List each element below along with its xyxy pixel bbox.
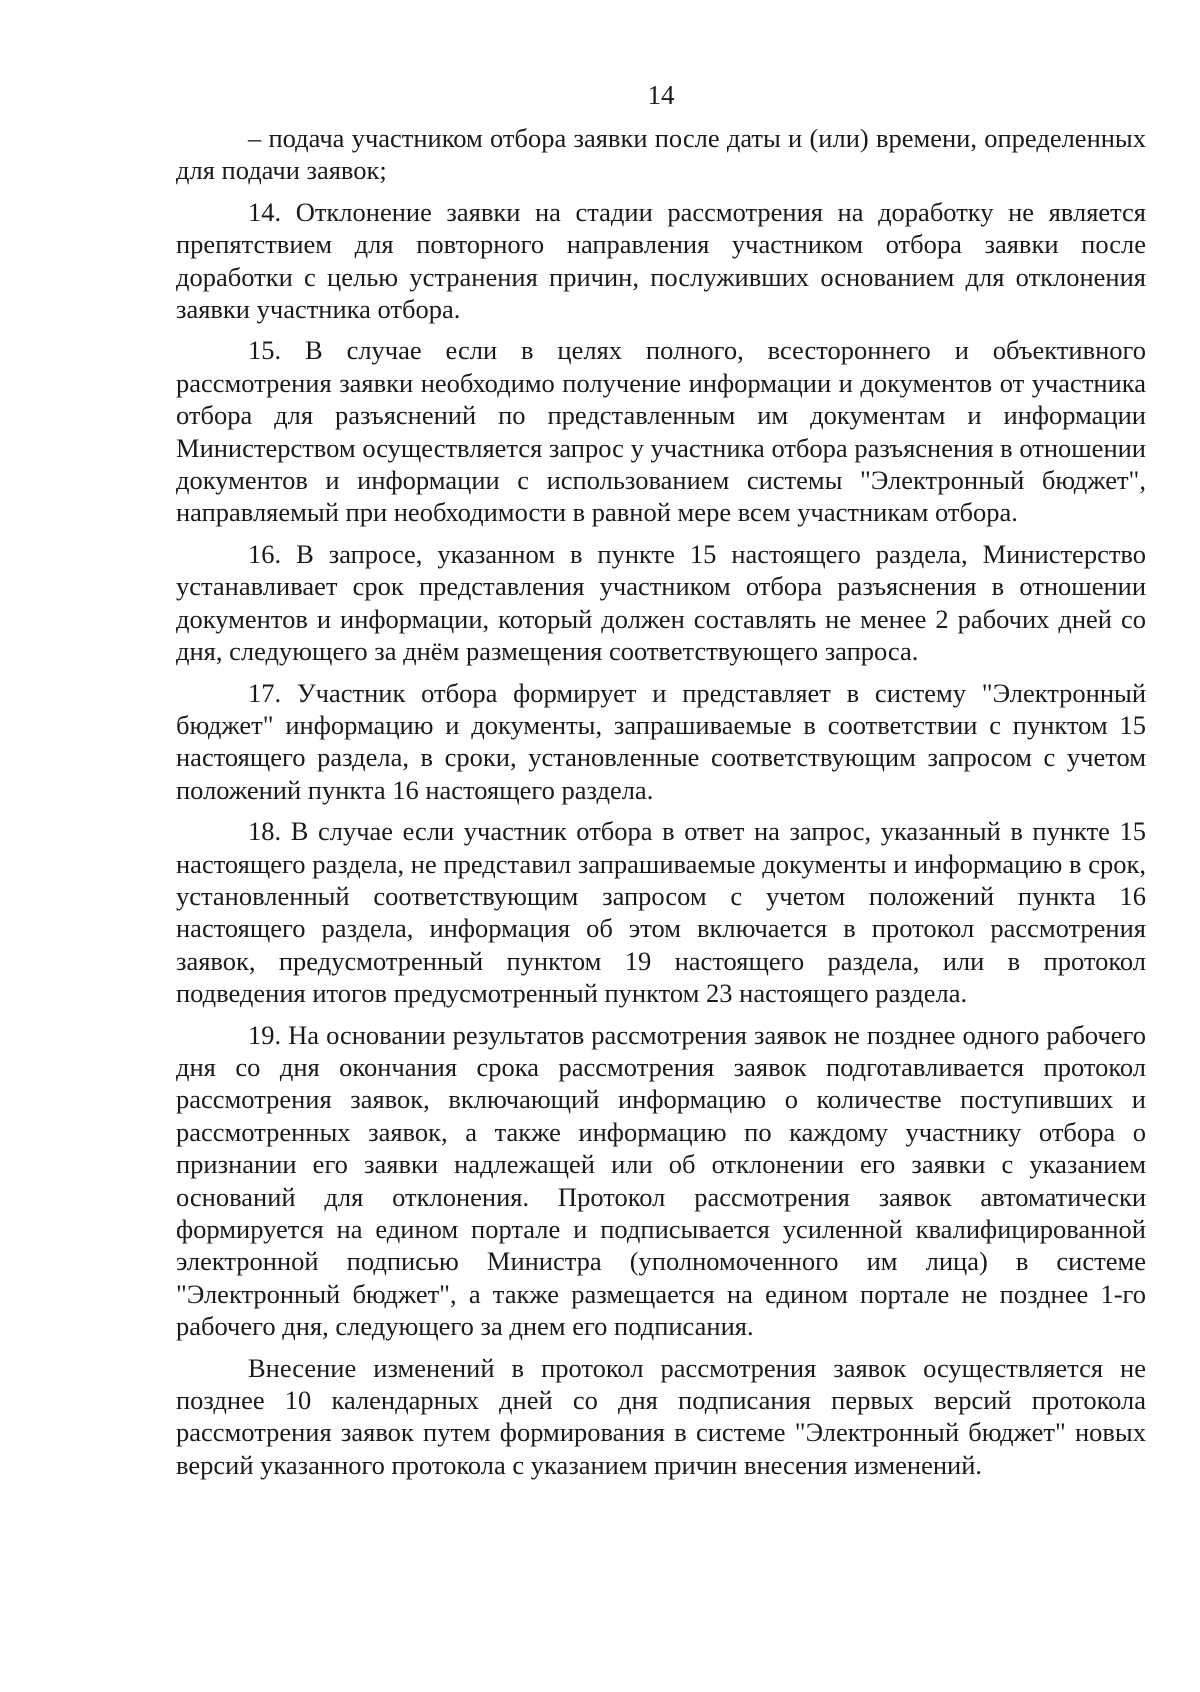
paragraph-18: 18. В случае если участник отбора в ответ на запрос, указанный в пункте 15 настоящего раздела, не представил запрашиваемые документы и информацию в срок, установленный соответствующим запросом с учетом положений пункта 16 настоящего раздела, информация об этом включается в протокол рассмотрения заявок, предусмотренный пунктом 19 настоящего раздела, или в протокол подведения итогов предусмотренный пунктом 23 настоящего раздела. [176,816,1146,1009]
paragraph-17: 17. Участник отбора формирует и представляет в систему "Электронный бюджет" информацию и документы, запрашиваемые в соответствии с пунктом 15 настоящего раздела, в сроки, установленные соответствующим запросом с учетом положений пункта 16 настоящего раздела. [176,677,1146,805]
paragraph-19: 19. На основании результатов рассмотрения заявок не позднее одного рабочего дня со дня окончания срока рассмотрения заявок подготавливается протокол рассмотрения заявок, включающий информацию о количестве поступивших и рассмотренных заявок, а также информацию по каждому участнику отбора о признании его заявки надлежащей или об отклонении его заявки с указанием оснований для отклонения. Протокол рассмотрения заявок автоматически формируется на едином портале и подписывается усиленной квалифицированной электронной подписью Министра (уполномоченного им лица) в системе "Электронный бюджет", а также размещается на едином портале не позднее 1-го рабочего дня, следующего за днем его подписания. [176,1019,1146,1342]
page-number: 14 [647,80,675,110]
paragraph-19-amendments: Внесение изменений в протокол рассмотрения заявок осуществляется не позднее 10 календарных дней со дня подписания первых версий протокола рассмотрения заявок путем формирования в системе "Электронный бюджет" новых версий указанного протокола с указанием причин внесения изменений. [176,1352,1146,1480]
paragraph-15: 15. В случае если в целях полного, всестороннего и объективного рассмотрения заявки необходимо получение информации и документов от участника отбора для разъяснений по представленным им документам и информации Министерством осуществляется запрос у участника отбора разъяснения в отношении документов и информации с использованием системы "Электронный бюджет", направляемый при необходимости в равной мере всем участникам отбора. [176,335,1146,528]
paragraph-16: 16. В запросе, указанном в пункте 15 настоящего раздела, Министерство устанавливает срок представления участником отбора разъяснения в отношении документов и информации, который должен составлять не менее 2 рабочих дней со дня, следующего за днём размещения соответствующего запроса. [176,538,1146,667]
document-page [176,0,1146,1481]
paragraph-dash-item: – подача участником отбора заявки после даты и (или) времени, определенных для подачи заявок; [176,123,1146,186]
paragraph-14: 14. Отклонение заявки на стадии рассмотрения на доработку не является препятствием для повторного направления участником отбора заявки после доработки с целью устранения причин, послуживших основанием для отклонения заявки участника отбора. [176,196,1146,325]
